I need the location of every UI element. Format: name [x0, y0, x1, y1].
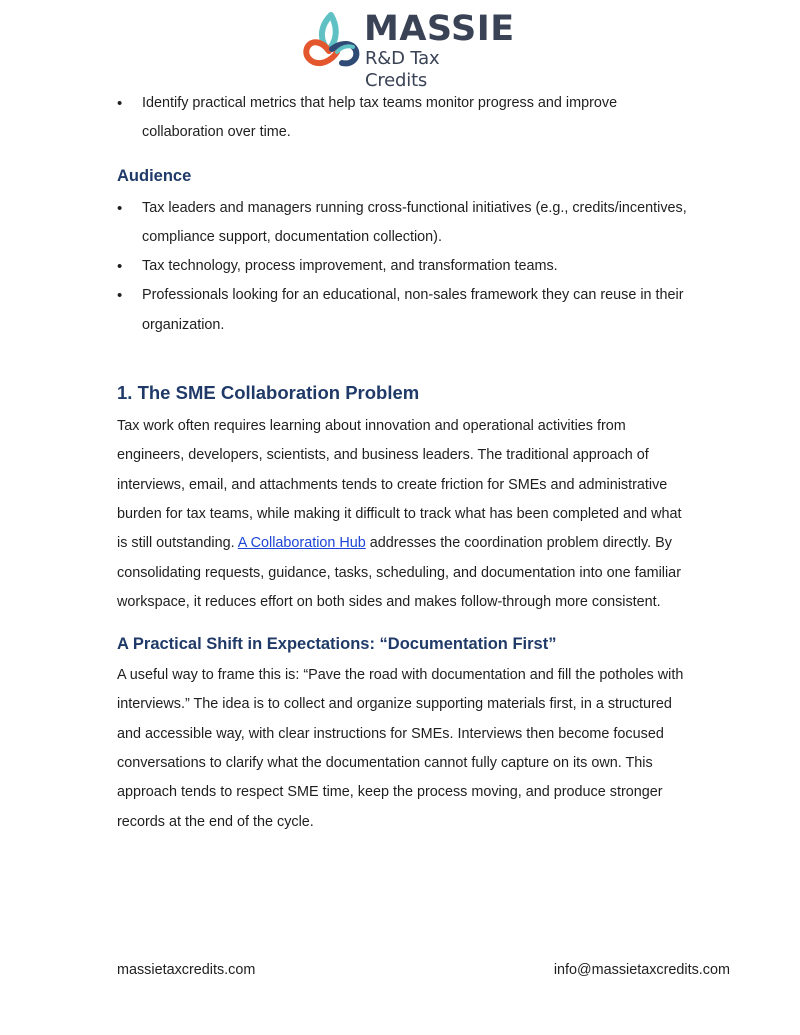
- list-item: • Tax leaders and managers running cross-functional initiatives (e.g., credits/incentives, compliance support, documentation collection).: [117, 194, 692, 253]
- section-heading-documentation-first: A Practical Shift in Expectations: “Documentation First”: [117, 635, 557, 654]
- section-heading-sme-problem: 1. The SME Collaboration Problem: [117, 382, 420, 404]
- paragraph-text: addresses the coordination problem directly. By consolidating requests, guidance, tasks, scheduling, and documentation into one familiar workspace, it reduces effort on both sides and makes follow-through more consistent.: [117, 535, 681, 610]
- footer-website[interactable]: massietaxcredits.com: [117, 962, 256, 978]
- audience-heading: Audience: [117, 166, 192, 185]
- brand-subtitle: R&D Tax Credits: [365, 48, 440, 91]
- intro-bullet-list: [117, 89, 692, 148]
- list-item: • Professionals looking for an educational, non-sales framework they can reuse in their organization.: [117, 281, 692, 340]
- sme-problem-paragraph: [117, 412, 692, 617]
- page-header: [0, 9, 800, 91]
- brand-name: MASSIE: [364, 9, 515, 49]
- list-item: • Identify practical metrics that help tax teams monitor progress and improve collaboration over time.: [117, 89, 692, 148]
- collaboration-hub-link[interactable]: A Collaboration Hub: [237, 535, 366, 552]
- list-item: • Tax technology, process improvement, and transformation teams.: [117, 252, 692, 281]
- logo: [303, 9, 515, 91]
- documentation-first-paragraph: A useful way to frame this is: “Pave the road with documentation and fill the potholes with interviews.” The idea is to collect and organize supporting materials first, in a structured and accessible way, with clear instructions for SMEs. Interviews then become focused conversations to clarify what the documentation cannot fully capture on its own. This approach tends to respect SME time, keep the process moving, and produce stronger records at the end of the cycle.: [117, 667, 684, 830]
- document-body: [117, 89, 692, 837]
- triquetra-logo-icon: [303, 12, 361, 68]
- paragraph-text: Tax work often requires learning about innovation and operational activities from engineers, developers, scientists, and business leaders. The traditional approach of interviews, email, and attachments tends to create friction for SMEs and administrative burden for tax teams, while making it difficult to track what has been completed and what is still outstanding.: [117, 418, 682, 552]
- page-footer: [117, 962, 730, 984]
- footer-email[interactable]: info@massietaxcredits.com: [553, 962, 730, 978]
- audience-list: [117, 194, 692, 340]
